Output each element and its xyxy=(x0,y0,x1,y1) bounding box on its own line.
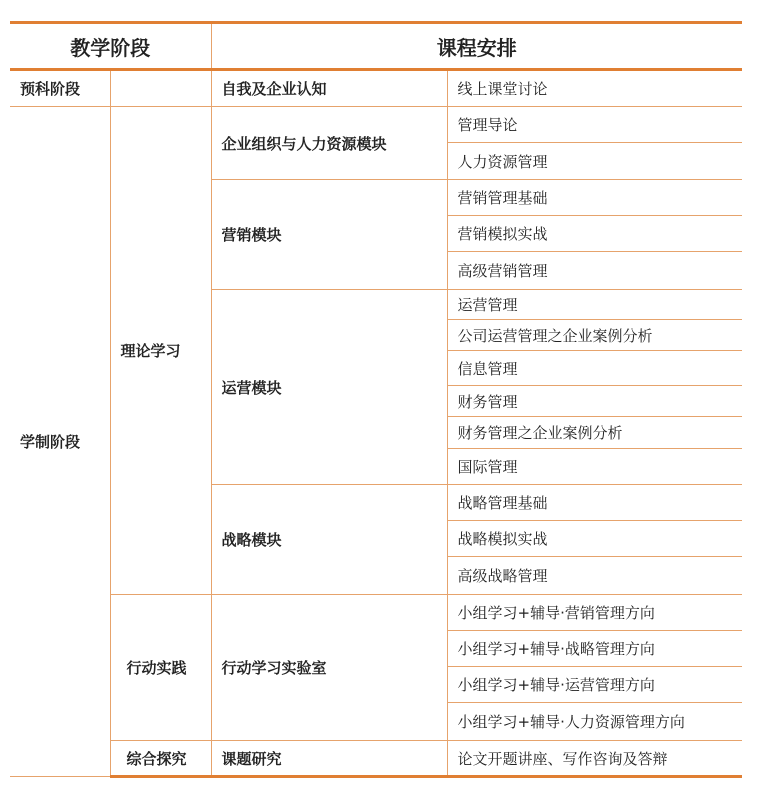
course-item: 小组学习+辅导·人力资源管理方向 xyxy=(447,703,742,741)
course-item: 战略管理基础 xyxy=(447,485,742,521)
course-item: 国际管理 xyxy=(447,449,742,485)
course-item: 营销模拟实战 xyxy=(447,216,742,252)
course-item: 高级战略管理 xyxy=(447,557,742,595)
research-label: 综合探究 xyxy=(110,741,211,777)
course-item: 高级营销管理 xyxy=(447,252,742,290)
course-item: 小组学习+辅导·运营管理方向 xyxy=(447,667,742,703)
prep-stage: 预科阶段 xyxy=(10,70,110,107)
course-item: 公司运营管理之企业案例分析 xyxy=(447,320,742,351)
course-item: 管理导论 xyxy=(447,107,742,143)
header-stage: 教学阶段 xyxy=(10,23,211,70)
course-item: 论文开题讲座、写作咨询及答辩 xyxy=(447,741,742,777)
course-item: 小组学习+辅导·战略管理方向 xyxy=(447,631,742,667)
header-courses: 课程安排 xyxy=(211,23,742,70)
course-item: 运营管理 xyxy=(447,290,742,320)
course-item: 战略模拟实战 xyxy=(447,521,742,557)
curriculum-table xyxy=(10,21,742,778)
module-name: 课题研究 xyxy=(211,741,447,777)
course-item: 线上课堂讨论 xyxy=(447,70,742,107)
module-name: 营销模块 xyxy=(211,180,447,290)
module-name: 战略模块 xyxy=(211,485,447,595)
prep-module: 自我及企业认知 xyxy=(211,70,447,107)
main-stage: 学制阶段 xyxy=(10,107,110,777)
course-item: 营销管理基础 xyxy=(447,180,742,216)
module-name: 企业组织与人力资源模块 xyxy=(211,107,447,180)
course-item: 财务管理 xyxy=(447,386,742,417)
course-item: 财务管理之企业案例分析 xyxy=(447,417,742,449)
module-name: 运营模块 xyxy=(211,290,447,485)
theory-label: 理论学习 xyxy=(110,107,211,595)
practice-label: 行动实践 xyxy=(110,595,211,741)
course-item: 信息管理 xyxy=(447,351,742,386)
course-item: 小组学习+辅导·营销管理方向 xyxy=(447,595,742,631)
course-item: 人力资源管理 xyxy=(447,143,742,180)
module-name: 行动学习实验室 xyxy=(211,595,447,741)
